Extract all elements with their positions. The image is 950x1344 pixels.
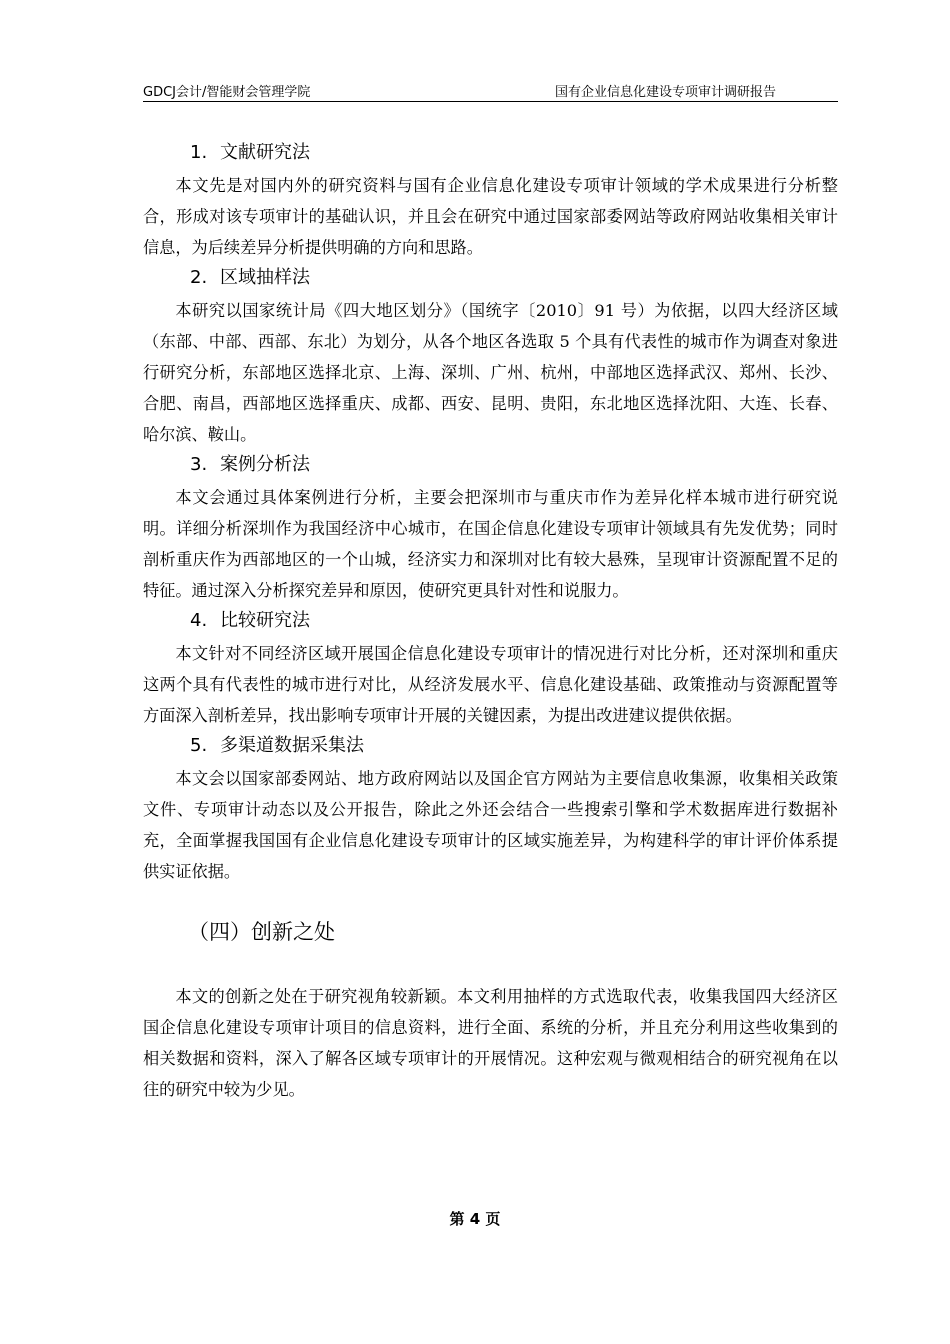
section-number: 5. <box>190 735 208 756</box>
page-number: 第 4 页 <box>449 1210 501 1228</box>
body-content <box>143 138 838 1105</box>
section-heading <box>143 263 838 293</box>
section-paragraph: 本文会通过具体案例进行分析，主要会把深圳市与重庆市作为差异化样本城市进行研究说明。详细分析深圳作为我国经济中心城市，在国企信息化建设专项审计领域具有先发优势；同时剖析重庆作为西部地区的一个山城，经济实力和深圳对比有较大悬殊，呈现审计资源配置不足的特征。通过深入分析探究差异和原因，使研究更具针对性和说服力。 <box>143 488 838 600</box>
innovation-heading: （四）创新之处 <box>188 920 335 944</box>
section-comparative-research <box>143 606 838 731</box>
innovation-paragraph: 本文的创新之处在于研究视角较新颖。本文利用抽样的方式选取代表，收集我国四大经济区国企信息化建设专项审计项目的信息资料，进行全面、系统的分析，并且充分利用这些收集到的相关数据和资料，深入了解各区域专项审计的开展情况。这种宏观与微观相结合的研究视角在以往的研究中较为少见。 <box>143 987 838 1099</box>
section-heading <box>143 450 838 480</box>
section-paragraph: 本研究以国家统计局《四大地区划分》（国统字〔2010〕91 号）为依据，以四大经济区域（东部、中部、西部、东北）为划分，从各个地区各选取 5 个具有代表性的城市作为调查对象进行研究分析，东部地区选择北京、上海、深圳、广州、杭州，中部地区选择武汉、郑州、长沙、合肥、南昌，西部地区选择重庆、成都、西安、昆明、贵阳，东北地区选择沈阳、大连、长春、哈尔滨、鞍山。 <box>143 301 838 444</box>
section-title: 案例分析法 <box>220 454 310 475</box>
section-number: 3. <box>190 454 208 475</box>
section-number: 1. <box>190 142 208 163</box>
section-paragraph: 本文会以国家部委网站、地方政府网站以及国企官方网站为主要信息收集源，收集相关政策文件、专项审计动态以及公开报告，除此之外还会结合一些搜索引擎和学术数据库进行数据补充，全面掌握我国国有企业信息化建设专项审计的区域实施差异，为构建科学的审计评价体系提供实证依据。 <box>143 769 838 881</box>
header-left-text: GDCJ会计/智能财会管理学院 <box>143 85 311 100</box>
section-number: 2. <box>190 267 208 288</box>
section-literature-research <box>143 138 838 263</box>
page-header <box>143 78 838 100</box>
section-title: 文献研究法 <box>220 142 310 163</box>
section-paragraph: 本文先是对国内外的研究资料与国有企业信息化建设专项审计领域的学术成果进行分析整合，形成对该专项审计的基础认识，并且会在研究中通过国家部委网站等政府网站收集相关审计信息，为后续差异分析提供明确的方向和思路。 <box>143 176 838 257</box>
section-heading <box>143 731 838 761</box>
section-heading <box>143 138 838 168</box>
header-rule <box>143 101 838 102</box>
section-heading <box>143 606 838 636</box>
section-number: 4. <box>190 610 208 631</box>
header-right-text: 国有企业信息化建设专项审计调研报告 <box>554 85 776 100</box>
section-case-analysis <box>143 450 838 606</box>
section-title: 多渠道数据采集法 <box>220 735 364 756</box>
section-paragraph: 本文针对不同经济区域开展国企信息化建设专项审计的情况进行对比分析，还对深圳和重庆这两个具有代表性的城市进行对比，从经济发展水平、信息化建设基础、政策推动与资源配置等方面深入剖析差异，找出影响专项审计开展的关键因素，为提出改进建议提供依据。 <box>143 644 838 725</box>
section-regional-sampling <box>143 263 838 450</box>
section-multichannel-data <box>143 731 838 887</box>
section-title: 区域抽样法 <box>220 267 310 288</box>
section-title: 比较研究法 <box>220 610 310 631</box>
